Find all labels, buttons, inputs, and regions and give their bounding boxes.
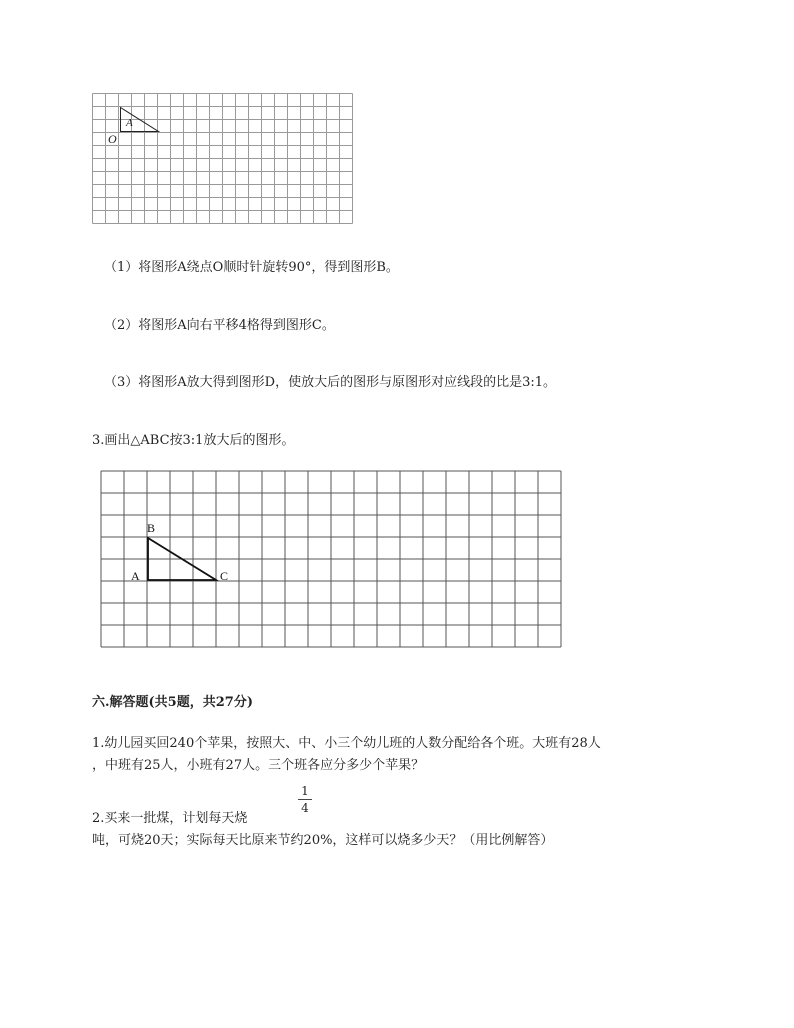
problem-1-line-1: 1.幼儿园买回240个苹果，按照大、中、小三个幼儿班的人数分配给各个班。大班有28人 [92, 736, 601, 751]
label-a2: A [131, 569, 140, 583]
question-1: （1）将图形A绕点O顺时针旋转90°，得到图形B。 [104, 260, 399, 275]
problem-2-line-2: 吨，可烧20天；实际每天比原来节约20%，这样可以烧多少天？（用比例解答） [92, 833, 554, 848]
label-c: C [220, 569, 229, 583]
fraction-denominator: 4 [301, 801, 309, 815]
question-2: （2）将图形A向右平移4格得到图形C。 [104, 318, 335, 333]
problem-2-line-1: 2.买来一批煤，计划每天烧 [92, 811, 248, 826]
label-b: B [147, 521, 156, 535]
label-o: O [108, 132, 117, 146]
fraction-one-quarter [298, 784, 312, 815]
section-6-heading: 六.解答题(共5题，共27分) [92, 695, 253, 710]
problem-3-text: 3.画出△ABC按3:1放大后的图形。 [92, 433, 295, 448]
fraction-bar [298, 799, 312, 800]
label-a: A [126, 117, 133, 129]
fraction-numerator: 1 [301, 784, 309, 798]
problem-1-line-2: ，中班有25人，小班有27人。三个班各应分多少个苹果？ [92, 758, 425, 773]
question-3: （3）将图形A放大得到图形D，使放大后的图形与原图形对应线段的比是3:1。 [104, 375, 557, 390]
grid-figure-2 [100, 470, 568, 648]
grid-figure-1 [92, 93, 354, 224]
